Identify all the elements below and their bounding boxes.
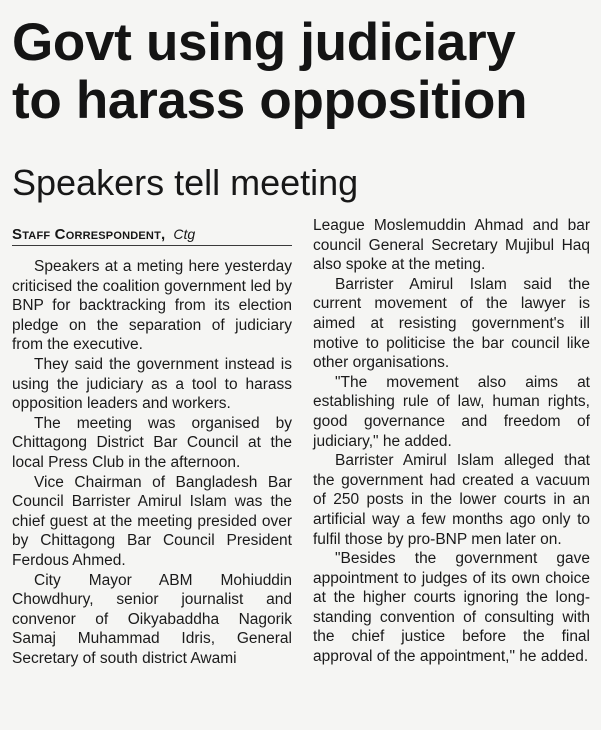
article-paragraph: Barrister Amirul Islam alleged that the government had created a vacuum of 250 posts in the lower courts in an artificial way a few months ago only to fulfil those by pro-BNP men later on. xyxy=(313,452,590,548)
article-paragraph: "The movement also aims at establishing rule of law, human rights, good governance and freedom of judiciary," he added. xyxy=(313,373,590,450)
subheadline: Speakers tell meeting xyxy=(12,162,359,203)
byline-author: Staff Correspondent xyxy=(12,226,161,243)
article-paragraph: Barrister Amirul Islam said the current movement of the lawyer is aimed at resisting government's ill motive to politicise the bar council like other organisations. xyxy=(313,275,590,372)
article-column-left xyxy=(12,257,292,668)
article-paragraph: City Mayor ABM Mohiuddin Chowdhury, senior journalist and convenor of Oikyabaddha Nagorik Samaj Muhammad Idris, General Secretary of south district Awami xyxy=(12,571,292,667)
byline-divider xyxy=(12,245,292,246)
article-paragraph: "Besides the government gave appointment to judges of its own choice at the higher courts ignoring the long-standing convention of consulting with the chief justice before the final approval of the appointment," he added. xyxy=(313,550,590,666)
byline xyxy=(12,225,292,244)
headline xyxy=(12,14,597,130)
article-paragraph: League Moslemuddin Ahmad and bar council General Secretary Mujibul Haq also spoke at the meting. xyxy=(313,217,590,274)
article-column-right xyxy=(313,216,590,667)
headline-line-1: Govt using judiciary xyxy=(12,13,516,72)
article-paragraph: Vice Chairman of Bangladesh Bar Council Barrister Amirul Islam was the chief guest at the meeting presided over by Chittagong Bar Council President Ferdous Ahmed. xyxy=(12,473,292,569)
article-paragraph: They said the government instead is using the judiciary as a tool to harass opposition leaders and workers. xyxy=(12,355,292,413)
byline-place: Ctg xyxy=(173,226,196,242)
byline-separator: , xyxy=(161,226,166,243)
article-paragraph: Speakers at a meting here yesterday criticised the coalition government led by BNP for backtracking from its election pledge on the separation of judiciary from the executive. xyxy=(12,258,292,354)
headline-line-2: to harass opposition xyxy=(12,71,528,130)
article-paragraph: The meeting was organised by Chittagong District Bar Council at the local Press Club in the afternoon. xyxy=(12,414,292,471)
